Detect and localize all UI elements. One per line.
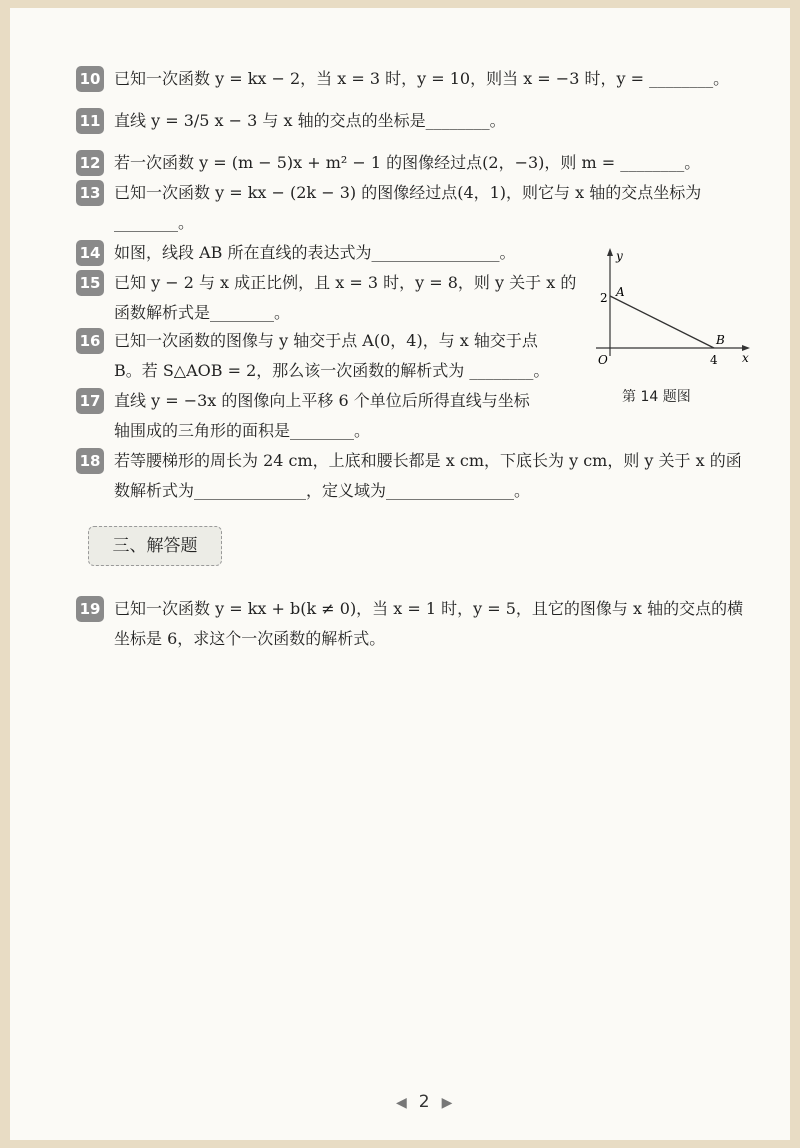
question-number: 13 xyxy=(76,180,104,206)
question-text: 若一次函数 y = (m − 5)x + m² − 1 的图像经过点(2，−3)，则 m = ________。 xyxy=(114,153,701,172)
question-number: 11 xyxy=(76,108,104,134)
question-number: 19 xyxy=(76,596,104,622)
question-text: 已知 y − 2 与 x 成正比例，且 x = 3 时，y = 8，则 y 关于 x 的 xyxy=(114,273,577,292)
question-text: 如图，线段 AB 所在直线的表达式为________________。 xyxy=(114,243,516,262)
question-text-line2: 函数解析式是________。 xyxy=(114,303,291,322)
question-text: 已知一次函数 y = kx − 2，当 x = 3 时，y = 10，则当 x = −3 时，y = ________。 xyxy=(114,69,730,88)
point-a-label: A xyxy=(616,285,625,299)
question-text-line2: ________。 xyxy=(114,213,195,232)
figure-caption: 第 14 题图 xyxy=(622,389,691,405)
question-text: 若等腰梯形的周长为 24 cm，上底和腰长都是 x cm，下底长为 y cm，则 y 关于 x 的函 xyxy=(114,451,742,470)
y-axis-arrow xyxy=(607,248,613,256)
question-text-line2: 坐标是 6，求这个一次函数的解析式。 xyxy=(114,629,386,648)
question-text: 直线 y = 3/5 x − 3 与 x 轴的交点的坐标是________。 xyxy=(114,111,506,130)
x-label: x xyxy=(742,351,749,365)
y-label: y xyxy=(616,249,623,263)
question-number: 15 xyxy=(76,270,104,296)
question-number: 12 xyxy=(76,150,104,176)
section-heading: 三、解答题 xyxy=(88,526,222,566)
question-text: 已知一次函数的图像与 y 轴交于点 A(0，4)，与 x 轴交于点 xyxy=(114,331,538,350)
question-number: 18 xyxy=(76,448,104,474)
page-number: 2 xyxy=(418,1092,430,1112)
y-tick-label: 2 xyxy=(600,291,608,305)
segment-ab xyxy=(610,296,714,348)
worksheet-page xyxy=(10,8,790,1140)
question-number: 17 xyxy=(76,388,104,414)
question-text: 已知一次函数 y = kx − (2k − 3) 的图像经过点(4，1)，则它与 x 轴的交点坐标为 xyxy=(114,183,702,202)
question-text: 直线 y = −3x 的图像向上平移 6 个单位后所得直线与坐标 xyxy=(114,391,530,410)
prev-page-icon[interactable]: ◀ xyxy=(396,1095,407,1111)
question-number: 14 xyxy=(76,240,104,266)
question-text: 已知一次函数 y = kx + b(k ≠ 0)，当 x = 1 时，y = 5，且它的图像与 x 轴的交点的横 xyxy=(114,599,744,618)
question-text-line2: 数解析式为______________，定义域为________________。 xyxy=(114,481,531,500)
question-number: 16 xyxy=(76,328,104,354)
origin-label: O xyxy=(598,353,608,367)
question-number: 10 xyxy=(76,66,104,92)
point-b-label: B xyxy=(716,333,725,347)
x-tick-label: 4 xyxy=(710,353,718,367)
coordinate-figure xyxy=(582,244,762,374)
next-page-icon[interactable]: ▶ xyxy=(441,1095,453,1111)
question-text-line2: B。若 S△AOB = 2，那么该一次函数的解析式为 ________。 xyxy=(114,361,550,380)
question-text-line2: 轴围成的三角形的面积是________。 xyxy=(114,421,371,440)
page-indicator xyxy=(390,1092,458,1112)
